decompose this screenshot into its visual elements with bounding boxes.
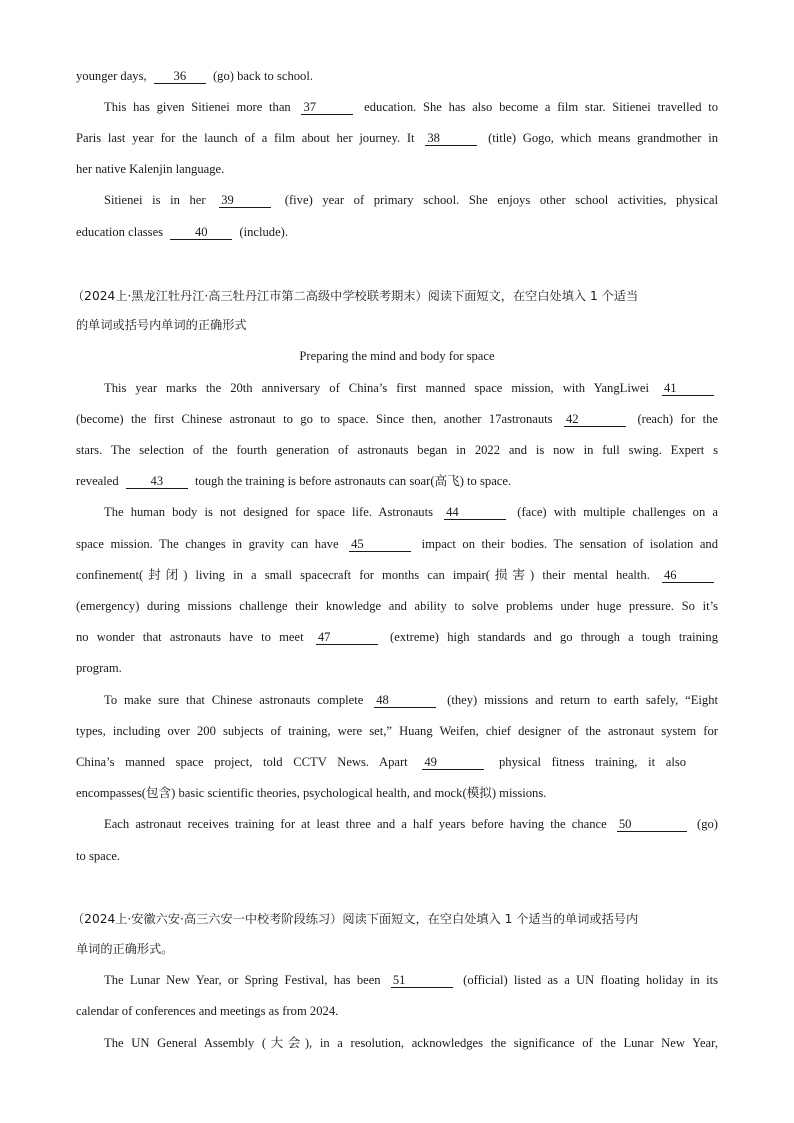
text-line: The UN General Assembly (大会), in a resolution, acknowledges the significance of the Lunar New Year, (104, 1036, 718, 1050)
text: The Lunar New Year, or Spring Festival, has been (104, 973, 381, 987)
text-line (76, 409, 718, 429)
text-line: calendar of conferences and meetings as from 2024. (76, 1004, 339, 1018)
answer-blank-40[interactable]: 40 (170, 225, 232, 240)
text: tough the training is before astronauts can soar(高飞) to space. (194, 474, 512, 488)
answer-blank-43[interactable]: 43 (126, 474, 188, 489)
answer-blank-49[interactable]: 49 (422, 755, 484, 770)
text: (go) back to school. (212, 69, 313, 83)
text: The human body is not designed for space life. Astronauts (104, 505, 433, 519)
answer-blank-36[interactable]: 36 (154, 69, 206, 84)
section-header: 的单词或括号内单词的正确形式 (76, 318, 247, 332)
text: This has given Sitienei more than (104, 100, 291, 114)
text: Each astronaut receives training for at least three and a half years before having the chance (104, 817, 607, 831)
text-line: program. (76, 661, 122, 675)
text-line (76, 752, 686, 772)
text: younger days, (76, 69, 147, 83)
answer-blank-47[interactable]: 47 (316, 630, 378, 645)
text: space mission. The changes in gravity can have (76, 537, 339, 551)
text: This year marks the 20th anniversary of China’s first manned space mission, with YangLiwei (104, 381, 649, 395)
section-header: （2024上·安徽六安·高三六安一中校考阶段练习）阅读下面短文，在空白处填入 1 个适当的单词或括号内 (72, 912, 639, 926)
text: (extreme) high standards and go through a tough training (390, 630, 719, 644)
text: (face) with multiple challenges on a (517, 505, 718, 519)
text: education. She has also become a film star. Sitienei travelled to (364, 100, 719, 114)
text: (title) Gogo, which means grandmother in (488, 131, 718, 145)
text-line: (emergency) during missions challenge their knowledge and ability to solve problems under huge pressure. So it’s (76, 599, 718, 613)
text: (go) (697, 817, 718, 831)
text: impact on their bodies. The sensation of isolation and (421, 537, 719, 551)
text: To make sure that Chinese astronauts complete (104, 693, 364, 707)
text: confinement(封闭) living in a small spacecraft for months can impair(损害) their mental health. (76, 568, 650, 582)
text-line (76, 534, 718, 554)
text: Sitienei is in her (104, 193, 206, 207)
text-line (104, 814, 718, 834)
answer-blank-50[interactable]: 50 (617, 817, 687, 832)
text-line: types, including over 200 subjects of training, were set,” Huang Weifen, chief designer of the astronaut system for (76, 724, 718, 738)
text: no wonder that astronauts have to meet (76, 630, 304, 644)
text-line (76, 66, 718, 86)
text-line: stars. The selection of the fourth generation of astronauts began in 2022 and is now in full swing. Expert s (76, 443, 718, 457)
section-header: 单词的正确形式。 (76, 942, 174, 956)
section-header: （2024上·黑龙江牡丹江·高三牡丹江市第二高级中学校联考期末）阅读下面短文，在空白处填入 1 个适当 (72, 289, 639, 303)
answer-blank-39[interactable]: 39 (219, 193, 271, 208)
text: (include). (239, 225, 288, 239)
answer-blank-44[interactable]: 44 (444, 505, 506, 520)
answer-blank-37[interactable]: 37 (301, 100, 353, 115)
text: education classes (76, 225, 164, 239)
text: Paris last year for the launch of a film about her journey. It (76, 131, 415, 145)
text-line (104, 190, 718, 210)
text: China’s manned space project, told CCTV News. Apart (76, 755, 408, 769)
answer-blank-51[interactable]: 51 (391, 973, 453, 988)
answer-blank-45[interactable]: 45 (349, 537, 411, 552)
text: (they) missions and return to earth safely, “Eight (447, 693, 718, 707)
answer-blank-41[interactable]: 41 (662, 381, 714, 396)
answer-blank-42[interactable]: 42 (564, 412, 626, 427)
answer-blank-48[interactable]: 48 (374, 693, 436, 708)
text-line: encompasses(包含) basic scientific theories, psychological health, and mock(模拟) missions. (76, 786, 547, 800)
text: (become) the first Chinese astronaut to go to space. Since then, another 17astronauts (76, 412, 553, 426)
text-line (76, 222, 718, 242)
text-line: her native Kalenjin language. (76, 162, 225, 176)
text-line (104, 378, 718, 398)
text: physical fitness training, it also (499, 755, 687, 769)
text-line (104, 690, 718, 710)
answer-blank-38[interactable]: 38 (425, 131, 477, 146)
text: (five) year of primary school. She enjoys other school activities, physical (284, 193, 718, 207)
text-line (76, 565, 718, 585)
text-line: to space. (76, 849, 121, 863)
text-line (76, 471, 718, 491)
text-line (76, 128, 718, 148)
text: (official) listed as a UN floating holiday in its (463, 973, 718, 987)
text-line (104, 970, 718, 990)
text: revealed (76, 474, 119, 488)
passage-title: Preparing the mind and body for space (299, 349, 495, 363)
text-line (104, 502, 718, 522)
text: (reach) for the (637, 412, 719, 426)
answer-blank-46[interactable]: 46 (662, 568, 714, 583)
text-line (76, 627, 718, 647)
text-line (104, 97, 718, 117)
